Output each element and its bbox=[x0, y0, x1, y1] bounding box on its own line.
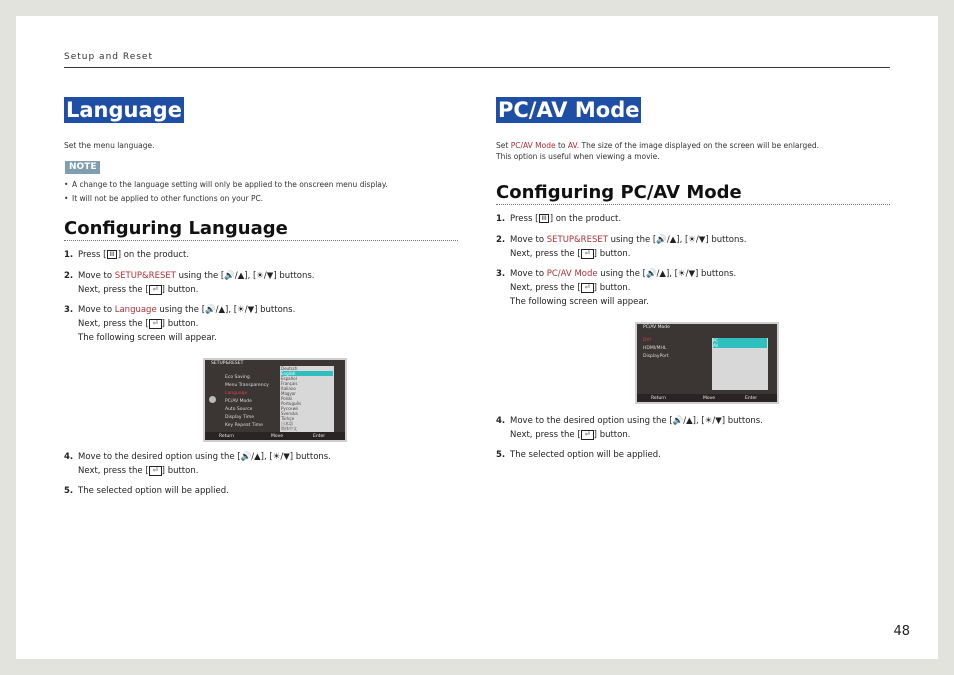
brightness-icon: ☀/ bbox=[678, 269, 689, 279]
volume-up-icon: 🔊/ bbox=[205, 305, 219, 315]
osd-title: PC/AV Mode bbox=[643, 325, 670, 330]
language-intro: Set the menu language. bbox=[64, 141, 155, 150]
osd-footer-enter: Enter bbox=[313, 434, 326, 439]
up-arrow-icon: ▲ bbox=[686, 416, 693, 426]
section-header: Setup and Reset bbox=[64, 52, 153, 62]
brightness-icon: ☀/ bbox=[704, 416, 716, 426]
manual-page bbox=[16, 16, 938, 659]
configuring-pcav-heading: Configuring PC/AV Mode bbox=[496, 182, 742, 203]
brightness-icon: ☀/ bbox=[256, 271, 267, 281]
down-arrow-icon: ▼ bbox=[247, 305, 255, 315]
step-5: 5. The selected option will be applied. bbox=[64, 486, 229, 496]
osd-menu-item: Eco Saving bbox=[225, 375, 250, 380]
step-3: 3. Move to PC/AV Mode using the [🔊/▲], [☀/▼] buttons. Next, press the [ ⏎ ] button. The following screen will appear. bbox=[496, 269, 737, 307]
note-item: • A change to the language setting will only be applied to the onscreen menu display. bbox=[72, 179, 388, 190]
step-2: 2. Move to SETUP&RESET using the [🔊/▲], [☀/▼] buttons. Next, press the [ ⏎ ] button. bbox=[496, 235, 747, 259]
down-arrow-icon: ▼ bbox=[283, 452, 290, 462]
step-1: 1. Press [ III ] on the product. bbox=[64, 250, 190, 260]
down-arrow-icon: ▼ bbox=[698, 235, 706, 245]
heading-rule bbox=[496, 204, 890, 205]
osd-menu-item: Language bbox=[225, 391, 248, 396]
step-5: 5. The selected option will be applied. bbox=[496, 450, 661, 460]
volume-up-icon: 🔊/ bbox=[224, 271, 238, 281]
osd-menu-item: Key Repeat Time bbox=[225, 423, 263, 428]
osd-footer-return: Return bbox=[219, 434, 234, 439]
note-badge: NOTE bbox=[65, 161, 100, 174]
enter-key-icon: ⏎ bbox=[149, 466, 162, 476]
osd-pcav-options: PC AV bbox=[712, 338, 768, 390]
osd-menu-item: DVI bbox=[643, 338, 651, 343]
language-title: Language bbox=[66, 98, 182, 122]
osd-footer-move: Move bbox=[271, 434, 284, 439]
pcav-intro: Set PC/AV Mode to AV. The size of the image displayed on the screen will be enlarged. This option is useful when viewing a movie. bbox=[496, 141, 819, 161]
osd-footer-enter: Enter bbox=[745, 396, 758, 401]
up-arrow-icon: ▲ bbox=[237, 271, 245, 281]
language-osd-screenshot bbox=[203, 358, 347, 442]
osd-title: SETUP&RESET bbox=[211, 361, 244, 366]
configuring-language-heading: Configuring Language bbox=[64, 218, 288, 239]
osd-menu-item: DisplayPort bbox=[643, 354, 669, 359]
osd-footer-move: Move bbox=[703, 396, 716, 401]
step-4: 4. Move to the desired option using the [🔊/▲], [☀/▼] buttons. Next, press the [ ⏎ ] button. bbox=[496, 416, 763, 440]
osd-menu-item: Menu Transparency bbox=[225, 383, 269, 388]
osd-setup-icon bbox=[209, 396, 216, 403]
osd-footer-return: Return bbox=[651, 396, 666, 401]
up-arrow-icon: ▲ bbox=[669, 235, 677, 245]
up-arrow-icon: ▲ bbox=[218, 305, 226, 315]
menu-key-icon: III bbox=[109, 251, 115, 258]
down-arrow-icon: ▼ bbox=[715, 416, 722, 426]
enter-key-icon: ⏎ bbox=[149, 285, 162, 295]
osd-menu-item: PC/AV Mode bbox=[225, 399, 252, 404]
osd-menu-item: Display Time bbox=[225, 415, 255, 420]
step-3: 3. Move to Language using the [🔊/▲], [☀/▼] buttons. Next, press the [ ⏎ ] button. The following screen will appear. bbox=[64, 305, 296, 343]
volume-up-icon: 🔊/ bbox=[656, 235, 670, 245]
header-rule bbox=[64, 67, 890, 68]
enter-key-icon: ⏎ bbox=[581, 249, 594, 259]
volume-up-icon: 🔊/ bbox=[645, 269, 660, 279]
up-arrow-icon: ▲ bbox=[254, 452, 261, 462]
heading-rule bbox=[64, 240, 458, 241]
brightness-icon: ☀/ bbox=[272, 452, 284, 462]
osd-menu-item: Auto Source bbox=[225, 407, 253, 412]
volume-up-icon: 🔊/ bbox=[672, 416, 687, 426]
down-arrow-icon: ▼ bbox=[266, 271, 274, 281]
step-2: 2. Move to SETUP&RESET using the [🔊/▲], [☀/▼] buttons. Next, press the [ ⏎ ] button. bbox=[64, 271, 315, 295]
page-number: 48 bbox=[893, 624, 910, 639]
down-arrow-icon: ▼ bbox=[688, 269, 696, 279]
brightness-icon: ☀/ bbox=[237, 305, 248, 315]
brightness-icon: ☀/ bbox=[688, 235, 699, 245]
osd-menu-item: HDMI/MHL bbox=[643, 346, 667, 351]
pcav-osd-screenshot bbox=[635, 322, 779, 404]
enter-key-icon: ⏎ bbox=[581, 283, 594, 293]
pcav-title: PC/AV Mode bbox=[498, 98, 640, 122]
up-arrow-icon: ▲ bbox=[659, 269, 666, 279]
volume-up-icon: 🔊/ bbox=[240, 452, 255, 462]
enter-key-icon: ⏎ bbox=[581, 430, 594, 440]
menu-key-icon: III bbox=[541, 215, 547, 222]
step-4: 4. Move to the desired option using the [🔊/▲], [☀/▼] buttons. Next, press the [ ⏎ ] button. bbox=[64, 452, 331, 476]
osd-language-options: Deutsch English Español Français Italiano Magyar Polski Português Русский Svenska Türkçe 日本語 简体中文 bbox=[280, 366, 334, 432]
note-item: • It will not be applied to other functions on your PC. bbox=[72, 193, 263, 204]
step-1: 1. Press [ III ] on the product. bbox=[496, 214, 622, 224]
enter-key-icon: ⏎ bbox=[149, 319, 162, 329]
